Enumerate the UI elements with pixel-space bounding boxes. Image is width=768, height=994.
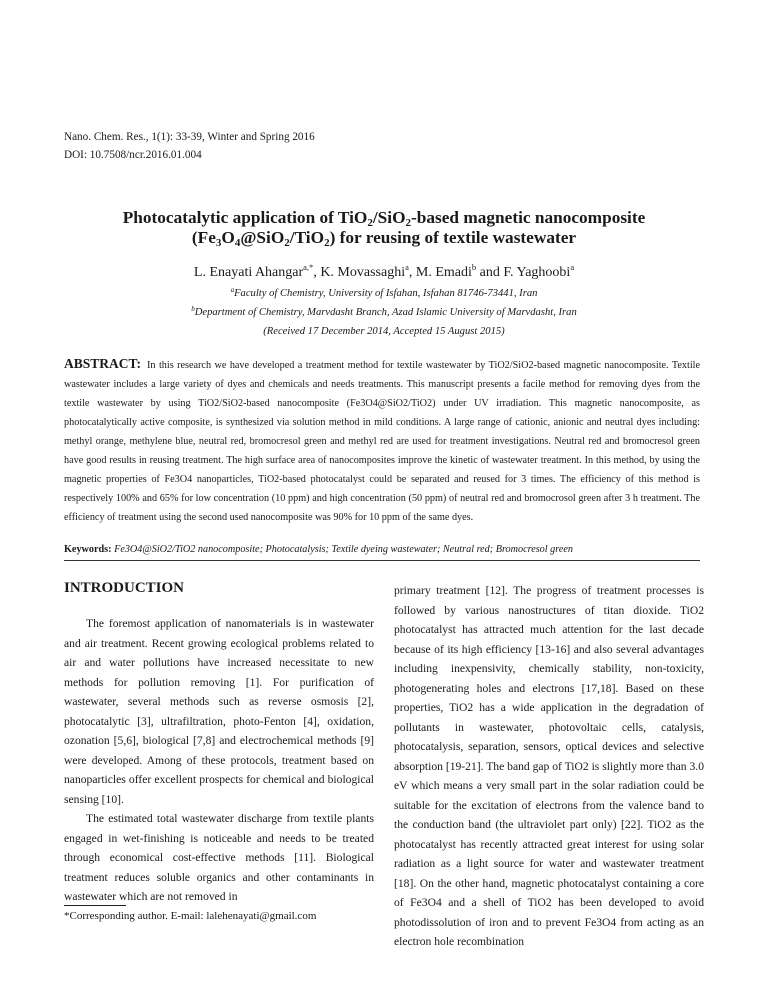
abstract-label: ABSTRACT: (64, 356, 142, 371)
author-affiliation-mark: a (405, 262, 409, 272)
keyword: Bromocresol green (495, 544, 573, 555)
body-column-right (394, 581, 704, 952)
footnote-divider (64, 905, 126, 906)
keyword: Neutral red (442, 544, 490, 555)
keywords: Keywords: Fe3O4@SiO2/TiO2 nanocomposite; Photocatalysis; Textile dyeing wastewater; Neutral red; Bromocresol green (64, 542, 700, 561)
journal-header (64, 128, 315, 164)
received-dates: (Received 17 December 2014, Accepted 15 August 2015) (263, 326, 505, 337)
title-line-2: $(Fe_3O_4@SiO_2/TiO_2)$ for reusing of textile wastewater (191, 228, 577, 249)
body-paragraph: primary treatment [12]. The progress of treatment processes is followed by various nanostructures of titan dioxide. TiO2 photocatalyst has attracted much attention for the last decade because of its high efficiency [13-16] and also several advantages including inexpensivity, chemically stability, non-toxicity, photogenerating holes and electrons [17,18]. Based on these properties, TiO2 has a wide application in the degradation of pollutants in wastewater, photovoltaic cells, catalysis, photocatalysis, separation, sensors, optical devices and selective absorption [19-21]. The band gap of TiO2 is slightly more than 3.0 eV which means a very small part in the solar radiation could be suitable for the excitation of electrons from the valence band to the conduction band (the ultraviolet part only) [22]. TiO2 as the photocatalyst has recently attracted great interest for using solar radiation as a light source for water and wastewater treatment [18]. On the other hand, magnetic photocatalyst containing a core of Fe3O4 and a shell of TiO2 has been developed to avoid photodissolution of iron and to prevent Fe3O4 from acting as an electron hole recombination (394, 584, 704, 948)
paper-title (60, 208, 708, 248)
section-heading-introduction: INTRODUCTION (64, 580, 185, 596)
author-name: L. Enayati Ahangar (193, 265, 304, 280)
author-affiliation-mark: a (570, 262, 575, 272)
body-paragraph: The foremost application of nanomaterials is in wastewater and air treatment. Recent growing ecological problems related to air and water pollutions have increased necessitate to new methods for pollution removing [1]. For purification of wastewater, several methods such as reverse osmosis [2], photocatalytic [3], ultrafiltration, photo-Fenton [4], oxidation, ozonation [5,6], biological [7,8] and electrochemical methods [9] were developed. Among of these protocols, treatment based on nanoparticles offer excellent prospects for chemical and biological sensing [10]. (64, 617, 374, 806)
affiliation-b: $^b$Department of Chemistry, Marvdasht Branch, Azad Islamic University of Marvdasht, Iran (191, 305, 577, 318)
body-paragraph: The estimated total wastewater discharge from textile plants engaged in wet-finishing is noticeable and needs to be treated through economical cost-effective methods [11]. Biological treatment reduces soluble organics and other contaminants in wastewater which are not removed in (64, 812, 374, 903)
abstract-text: In this research we have developed a treatment method for textile wastewater by TiO2/SiO2-based magnetic nanocomposite. Textile wastewater includes a large variety of dyes and chemicals and needs treatments. This manuscript presents a facile method for removing dyes from the textile wastewater by using TiO2/SiO2-based nanocomposite (Fe3O4@SiO2/TiO2) under UV irradiation. This magnetic nanocomposite, as photocatalytically active composite, is synthesized via solution method in mild conditions. A large range of cationic, anionic and neutral dyes including: methyl orange, methylene blue, neutral red, bromocresol green and methyl red are used for treatment investigations. Neutral red and bromocresol green have good results in reusing treatment. The high surface area of nanocomposites improve the kinetic of wastewater treatment. In this method, by using the magnetic properties of Fe3O4 nanoparticles, TiO2-based photocatalyst could be separated and reused for 3 times. The efficiency of this method is respectively 100% and 65% for low concentration (10 ppm) and high concentration (50 ppm) of neutral red and bromocrosol green after 3 h treatment. The efficiency of treatment using the second used nanocomposite was 90% for 10 ppm of the same dyes. (64, 360, 700, 523)
author-list: L. Enayati Ahangar$^{a,*}$, K. Movassaghi$^a$, M. Emadi$^b$ and F. Yaghoobi$^a$ (193, 262, 575, 280)
author-name: K. Movassaghi (320, 265, 406, 280)
author-affiliation-mark: b (471, 262, 477, 272)
keyword: Fe3O4@SiO2/TiO2 nanocomposite (114, 544, 260, 555)
body-column-left (64, 578, 374, 907)
keywords-label: Keywords: (64, 544, 112, 555)
keyword: Textile dyeing wastewater (331, 544, 437, 555)
corresponding-author-footnote: *Corresponding author. E-mail: lalehenayati@gmail.com (64, 910, 317, 922)
abstract (64, 354, 700, 527)
title-line-1: Photocatalytic application of TiO$_2$/SiO$_2$-based magnetic nanocomposite (122, 208, 646, 229)
journal-citation: Nano. Chem. Res., 1(1): 33-39, Winter and Spring 2016 (64, 131, 315, 143)
keyword: Photocatalysis (265, 544, 326, 555)
author-affiliation-mark: a,* (303, 262, 314, 272)
author-name: F. Yaghoobi (503, 265, 571, 280)
affiliation-a: $^a$Faculty of Chemistry, University of Isfahan, Isfahan 81746-73441, Iran (230, 286, 538, 299)
author-name: M. Emadi (415, 265, 472, 280)
journal-doi: DOI: 10.7508/ncr.2016.01.004 (64, 149, 202, 161)
